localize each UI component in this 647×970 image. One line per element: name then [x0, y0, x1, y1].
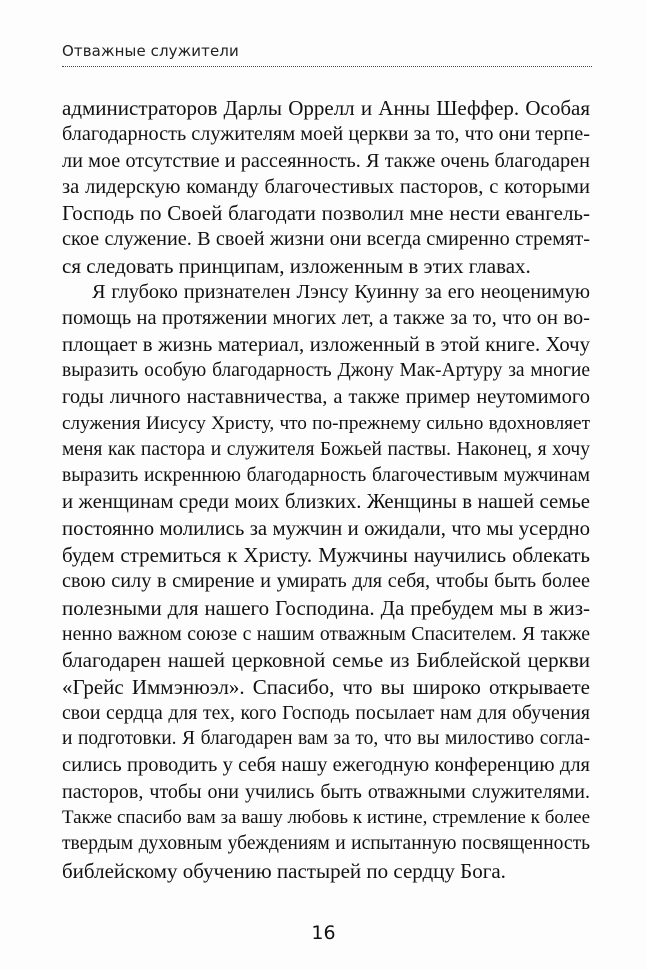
text-line: ское служение. В своей жизни они всегда смиренно стремят- — [62, 228, 590, 251]
text-line: площает в жизнь материал, изложенный в этой книге. Хочу — [62, 333, 590, 356]
text-line: выразить искреннюю благодарность благочестивым мужчинам — [62, 465, 590, 487]
text-line: администраторов Дарлы Оррелл и Анны Шеффер. Особая — [62, 96, 590, 120]
header-rule — [62, 66, 592, 67]
text-line: выразить особую благодарность Джону Мак-Артуру за многие — [62, 359, 590, 381]
text-line: благодарен нашей церковной семье из Библейской церкви — [62, 648, 590, 673]
text-line: Я глубоко признателен Лэнсу Куинну за его неоценимую — [92, 281, 590, 304]
running-header: Отважные служители — [62, 42, 239, 60]
text-line: меня как пастора и служителя Божьей паствы. Наконец, я хочу — [62, 438, 590, 460]
text-line: Также спасибо вам за вашу любовь к истине, стремление к более — [62, 807, 590, 829]
text-line: ненно важном союзе с нашим отважным Спасителем. Я также — [62, 622, 590, 645]
text-line: свою силу в смирение и умирать для себя, чтобы быть более — [62, 570, 590, 593]
text-line: Господь по Своей благодати позволил мне нести евангель- — [62, 201, 590, 226]
text-line: и подготовки. Я благодарен вам за то, что вы милостиво согла- — [62, 728, 590, 750]
text-line: благодарность служителям моей церкви за то, что они терпе- — [62, 123, 590, 146]
text-line: полезными для нашего Господина. Да пребудем мы в жиз- — [62, 595, 590, 620]
text-line: пасторов, чтобы они учились быть отважными служителями. — [62, 780, 590, 803]
text-line: ся следовать принципам, изложенным в этих главах. — [62, 253, 531, 278]
text-line: ли мое отсутствие и рассеянность. Я также очень благодарен — [62, 149, 590, 172]
text-line: «Грейс Иммэнюэл». Спасибо, что вы широко открываете — [62, 674, 590, 699]
paragraph-2 — [62, 279, 590, 884]
text-body — [62, 95, 590, 884]
text-line: свои сердца для тех, кого Господь посылает нам для обучения — [62, 701, 590, 724]
text-line: и женщинам среди моих близких. Женщины в нашей семье — [62, 491, 590, 514]
text-line: служения Иисусу Христу, что по-прежнему сильно вдохновляет — [62, 412, 590, 434]
text-line: годы личного наставничества, а также пример неутомимого — [62, 386, 590, 409]
text-line: помощь на протяжении многих лет, а также за то, что он во- — [62, 307, 590, 330]
text-line: постоянно молились за мужчин и ожидали, что мы усердно — [62, 517, 590, 540]
text-line: сились проводить у себя нашу ежегодную конференцию для — [62, 754, 590, 777]
text-line: будем стремиться к Христу. Мужчины научились облекать — [62, 543, 590, 568]
paragraph-1 — [62, 95, 590, 279]
page-number: 16 — [311, 922, 336, 944]
text-line: библейскому обучению пастырей по сердцу Бога. — [62, 858, 506, 883]
text-line: твердым духовным убеждениям и испытанную посвященность — [62, 833, 590, 855]
text-line: за лидерскую команду благочестивых пасторов, с которыми — [62, 175, 590, 198]
